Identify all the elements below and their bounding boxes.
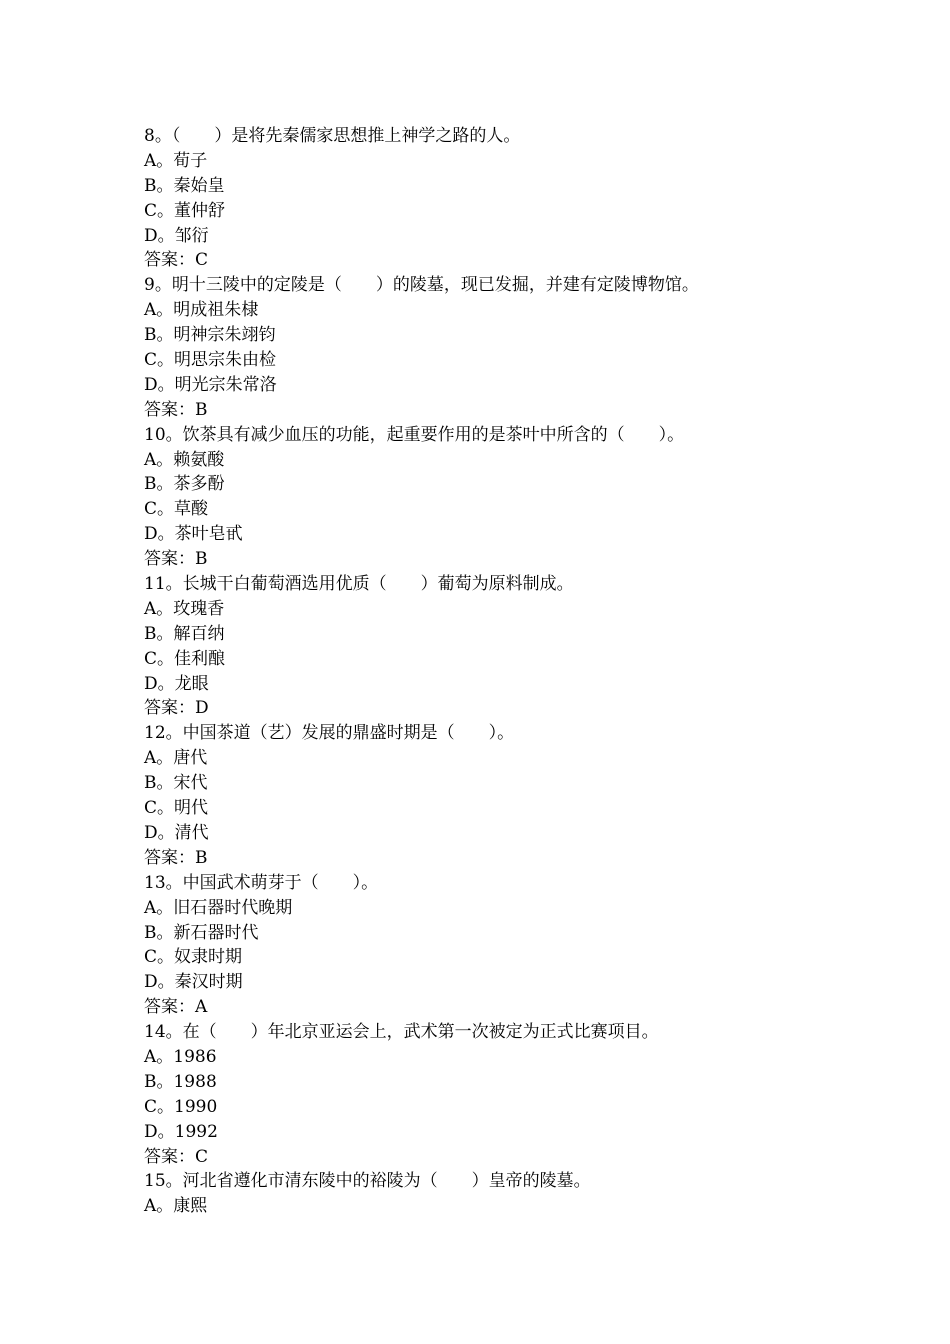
answer-line: 答案：B	[144, 399, 208, 420]
option-a: A。康熙	[144, 1196, 208, 1217]
option-c: C。1990	[144, 1096, 218, 1117]
option-c: C。草酸	[144, 499, 209, 520]
question-stem: 13。中国武术萌芽于（ ）。	[144, 872, 379, 893]
question-stem: 14。在（ ）年北京亚运会上，武术第一次被定为正式比赛项目。	[144, 1022, 659, 1043]
option-d: D。清代	[144, 822, 209, 843]
option-b: B。茶多酚	[144, 474, 225, 495]
option-a: A。明成祖朱棣	[144, 300, 259, 321]
option-b: B。1988	[144, 1071, 217, 1092]
question-stem: 11。长城干白葡萄酒选用优质（ ）葡萄为原料制成。	[144, 574, 574, 595]
option-c: C。明思宗朱由检	[144, 350, 277, 371]
option-a: A。玫瑰香	[144, 598, 225, 619]
option-c: C。奴隶时期	[144, 947, 243, 968]
option-b: B。解百纳	[144, 623, 225, 644]
option-b: B。宋代	[144, 773, 208, 794]
option-a: A。1986	[144, 1046, 217, 1067]
option-b: B。明神宗朱翊钧	[144, 325, 276, 346]
option-c: C。明代	[144, 798, 209, 819]
option-d: D。邹衍	[144, 225, 209, 246]
option-c: C。董仲舒	[144, 200, 226, 221]
option-a: A。荀子	[144, 150, 208, 171]
question-stem: 10。饮茶具有减少血压的功能，起重要作用的是茶叶中所含的（ ）。	[144, 424, 685, 445]
option-d: D。龙眼	[144, 673, 209, 694]
question-stem: 8。（ ）是将先秦儒家思想推上神学之路的人。	[144, 126, 521, 146]
option-a: A。唐代	[144, 748, 208, 769]
option-b: B。新石器时代	[144, 922, 259, 943]
question-stem: 12。中国茶道（艺）发展的鼎盛时期是（ ）。	[144, 723, 515, 744]
option-d: D。秦汉时期	[144, 972, 243, 993]
answer-line: 答案：A	[144, 997, 208, 1018]
answer-line: 答案：C	[144, 1146, 209, 1167]
answer-line: 答案：D	[144, 698, 209, 719]
answer-line: 答案：B	[144, 549, 208, 570]
option-d: D。1992	[144, 1121, 218, 1142]
option-c: C。佳利酿	[144, 648, 226, 669]
option-d: D。茶叶皂甙	[144, 524, 243, 545]
option-a: A。旧石器时代晚期	[144, 897, 293, 918]
option-d: D。明光宗朱常洛	[144, 374, 277, 395]
question-stem: 9。明十三陵中的定陵是（ ）的陵墓，现已发掘，并建有定陵博物馆。	[144, 275, 699, 296]
option-b: B。秦始皇	[144, 175, 225, 196]
document-page	[144, 124, 904, 1219]
option-a: A。赖氨酸	[144, 449, 225, 470]
answer-line: 答案：C	[144, 250, 209, 271]
answer-line: 答案：B	[144, 847, 208, 868]
question-stem: 15。河北省遵化市清东陵中的裕陵为（ ）皇帝的陵墓。	[144, 1171, 591, 1192]
